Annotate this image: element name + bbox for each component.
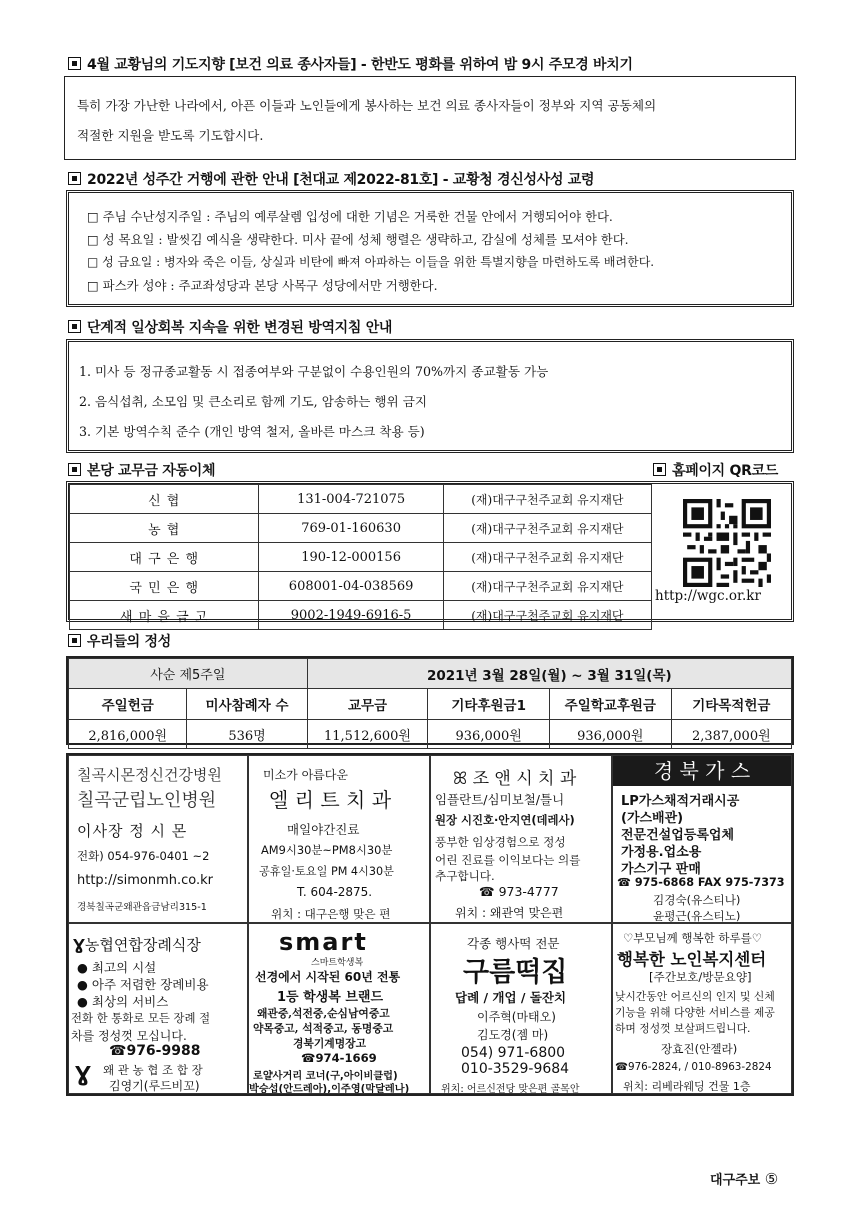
prayer-line-1: 특히 가장 가난한 나라에서, 아픈 이들과 노인들에게 봉사하는 보건 의료 종사자들이 정부와 지역 공동체의	[77, 98, 657, 113]
square-bullet-icon	[68, 320, 81, 333]
table-row	[70, 514, 652, 543]
ad-happy-senior-center[interactable]: ♡부모님께 행복한 하루를♡ 행복한 노인복지센터 [주간보호/방문요양] 낮시간동안 어르신의 인지 및 신체 기능을 위해 다양한 서비스를 제공 하며 정성껏 보살펴드립니다. 장효진(안젤라) ☎976-2824, / 010-8963-2824 위치: 리베라웨딩 건물 1층	[612, 923, 792, 1094]
square-bullet-icon	[653, 463, 666, 476]
quarantine-section-title: 단계적 일상회복 지속을 위한 변경된 방역지침 안내	[68, 317, 392, 337]
holyweek-item-4: □ 파스카 성야 : 주교좌성당과 본당 사목구 성당에서만 거행한다.	[87, 278, 438, 293]
page-footer	[710, 1169, 778, 1188]
table-row	[70, 485, 652, 514]
bullet-icon: ●	[77, 960, 88, 975]
ad-smart-uniform[interactable]: smart 스마트학생복 선경에서 시작된 60년 전통 1등 학생복 브랜드 왜관중,석전중,순심남여중고 약목중고, 석적중고, 동명중고 경북기계명장고 ☎974-1669 로얄사거리 코너(구,아이비클럽) 박승섭(안드레아),이주영(막달레나)	[248, 923, 430, 1094]
bullet-icon: ●	[77, 977, 88, 992]
phone-icon: ☎	[479, 884, 495, 899]
page-number: ⑤	[764, 1170, 779, 1188]
ad-gyeongbuk-gas[interactable]: 경 북 가 스 LP가스채적거래시공 (가스배관) 전문건설업등록업체 가정용.업소용 가스기구 판매 ☎ 975-6868 FAX 975-7373 김경숙(유스티나) 윤평근(유스티노)	[612, 755, 792, 923]
column-header: 기타후원금1	[428, 689, 550, 720]
period-label: 사순 제5주일	[69, 659, 308, 689]
table-row	[70, 572, 652, 601]
nonghyup-logo-icon: Ɣ	[75, 1062, 91, 1086]
bullet-icon: ●	[77, 994, 88, 1009]
publication-name: 대구주보	[710, 1173, 761, 1188]
account-number: 131-004-721075	[259, 485, 443, 514]
phone-icon: ☎	[615, 1061, 628, 1073]
phone-icon: ☎	[617, 876, 631, 889]
bank-name: 대 구 은 행	[70, 543, 259, 572]
square-bullet-icon	[68, 463, 81, 476]
account-holder: (재)대구구천주교회 유지재단	[443, 514, 651, 543]
account-number: 769-01-160630	[259, 514, 443, 543]
homepage-qr-code[interactable]	[683, 499, 771, 587]
bank-name: 농 협	[70, 514, 259, 543]
cell-value: 11,512,600원	[307, 720, 428, 749]
table-row	[70, 601, 652, 630]
account-number: 9002-1949-6916-5	[259, 601, 443, 630]
accounts-section-title: 본당 교무금 자동이체	[68, 460, 215, 480]
quarantine-box	[66, 339, 794, 453]
account-number: 608001-04-038569	[259, 572, 443, 601]
phone-icon: ☎	[301, 1051, 316, 1065]
prayer-box	[64, 76, 796, 160]
table-row	[69, 689, 792, 720]
square-bullet-icon	[68, 634, 81, 647]
column-header: 교무금	[307, 689, 428, 720]
donation-section-title: 우리들의 정성	[68, 631, 171, 651]
column-header: 기타목적헌금	[671, 689, 791, 720]
bank-name: 새 마 을 금 고	[70, 601, 259, 630]
holyweek-section-title: 2022년 성주간 거행에 관한 안내 [천대교 제2022-81호] - 교황청 경신성사성 교령	[68, 169, 594, 189]
qr-section-title: 홈페이지 QR코드	[653, 460, 778, 480]
accounts-table	[69, 484, 652, 630]
quarantine-item-2: 2. 음식섭취, 소모임 및 큰소리로 함께 기도, 암송하는 행위 금지	[79, 394, 428, 409]
account-holder: (재)대구구천주교회 유지재단	[443, 601, 651, 630]
holyweek-box	[66, 190, 794, 307]
ad-nonghyup-funeral[interactable]: Ɣ농협연합장례식장 ● 최고의 시설 ● 아주 저렴한 장례비용 ● 최상의 서비스 전화 한 통화로 모든 장례 절 차를 정성껏 모십니다. ☎976-9988 Ɣ 왜 관 농 협 조 합 장 김영기(루드비꼬)	[68, 923, 248, 1094]
prayer-line-2: 적절한 지원을 받도록 기도합시다.	[77, 128, 264, 143]
column-header: 주일학교후원금	[550, 689, 672, 720]
donation-table	[68, 658, 792, 749]
quarantine-item-3: 3. 기본 방역수칙 준수 (개인 방역 철저, 올바른 마스크 착용 등)	[79, 424, 425, 439]
column-header: 미사참례자 수	[187, 689, 307, 720]
square-bullet-icon	[68, 172, 81, 185]
ad-simon-hospital[interactable]: 칠곡시몬정신건강병원 칠곡군립노인병원 이사장 정 시 몬 전화) 054-976-0401 ~2 http://simonmh.co.kr 경북칠곡군왜관읍금남리315-1	[68, 755, 248, 923]
nonghyup-logo-icon: Ɣ	[73, 936, 85, 954]
column-header: 주일헌금	[69, 689, 187, 720]
tooth-logo-icon: ꕤ	[453, 769, 468, 789]
table-row	[70, 543, 652, 572]
square-bullet-icon	[68, 57, 81, 70]
holyweek-item-1: □ 주님 수난성지주일 : 주님의 예루살렘 입성에 대한 기념은 거룩한 건물 안에서 거행되어야 한다.	[87, 209, 613, 224]
phone-icon: ☎	[109, 1043, 127, 1059]
prayer-section-title: 4월 교황님의 기도지향 [보건 의료 종사자들] - 한반도 평화를 위하여 밤 9시 주모경 바치기	[68, 54, 633, 74]
table-row	[69, 720, 792, 749]
bank-name: 국 민 은 행	[70, 572, 259, 601]
ad-elite-dental[interactable]: 미소가 아름다운 엘 리 트 치 과 매일야간진료 AM9시30분~PM8시30분 공휴일·토요일 PM 4시30분 T. 604-2875. 위치 : 대구은행 맞은 편	[248, 755, 430, 923]
holyweek-item-3: □ 성 금요일 : 병자와 죽은 이들, 상실과 비탄에 빠져 아파하는 이들을 위한 특별지향을 마련하도록 배려한다.	[87, 255, 655, 269]
period-dates: 2021년 3월 28일(월) ~ 3월 31일(목)	[307, 659, 791, 689]
bank-name: 신 협	[70, 485, 259, 514]
cell-value: 2,816,000원	[69, 720, 187, 749]
account-holder: (재)대구구천주교회 유지재단	[443, 543, 651, 572]
homepage-url[interactable]: http://wgc.or.kr	[655, 588, 761, 604]
ad-joen-dental[interactable]: ꕤ 조 앤 시 치 과 임플란트/심미보철/틀니 원장 시진호·안지연(데레사) 풍부한 임상경험으로 정성 어린 진료를 이익보다는 의를 추구합니다. ☎ 973-4777 위치 : 왜관역 맞은편	[430, 755, 612, 923]
cell-value: 2,387,000원	[671, 720, 791, 749]
holyweek-item-2: □ 성 목요일 : 발씻김 예식을 생략한다. 미사 끝에 성체 행렬은 생략하고, 감실에 성체를 모셔야 한다.	[87, 232, 629, 247]
ad-gureum-rice-cake[interactable]: 각종 행사떡 전문 구름떡집 답례 / 개업 / 돌잔치 이주혁(마태오) 김도경(젬 마) 054) 971-6800 010-3529-9684 위치: 어르신전당 맞은편 골목안	[430, 923, 612, 1094]
cell-value: 536명	[187, 720, 307, 749]
quarantine-item-1: 1. 미사 등 정규종교활동 시 접종여부와 구분없이 수용인원의 70%까지 종교활동 가능	[79, 364, 549, 379]
table-row	[69, 659, 792, 689]
cell-value: 936,000원	[428, 720, 550, 749]
cell-value: 936,000원	[550, 720, 672, 749]
account-number: 190-12-000156	[259, 543, 443, 572]
account-holder: (재)대구구천주교회 유지재단	[443, 485, 651, 514]
account-holder: (재)대구구천주교회 유지재단	[443, 572, 651, 601]
